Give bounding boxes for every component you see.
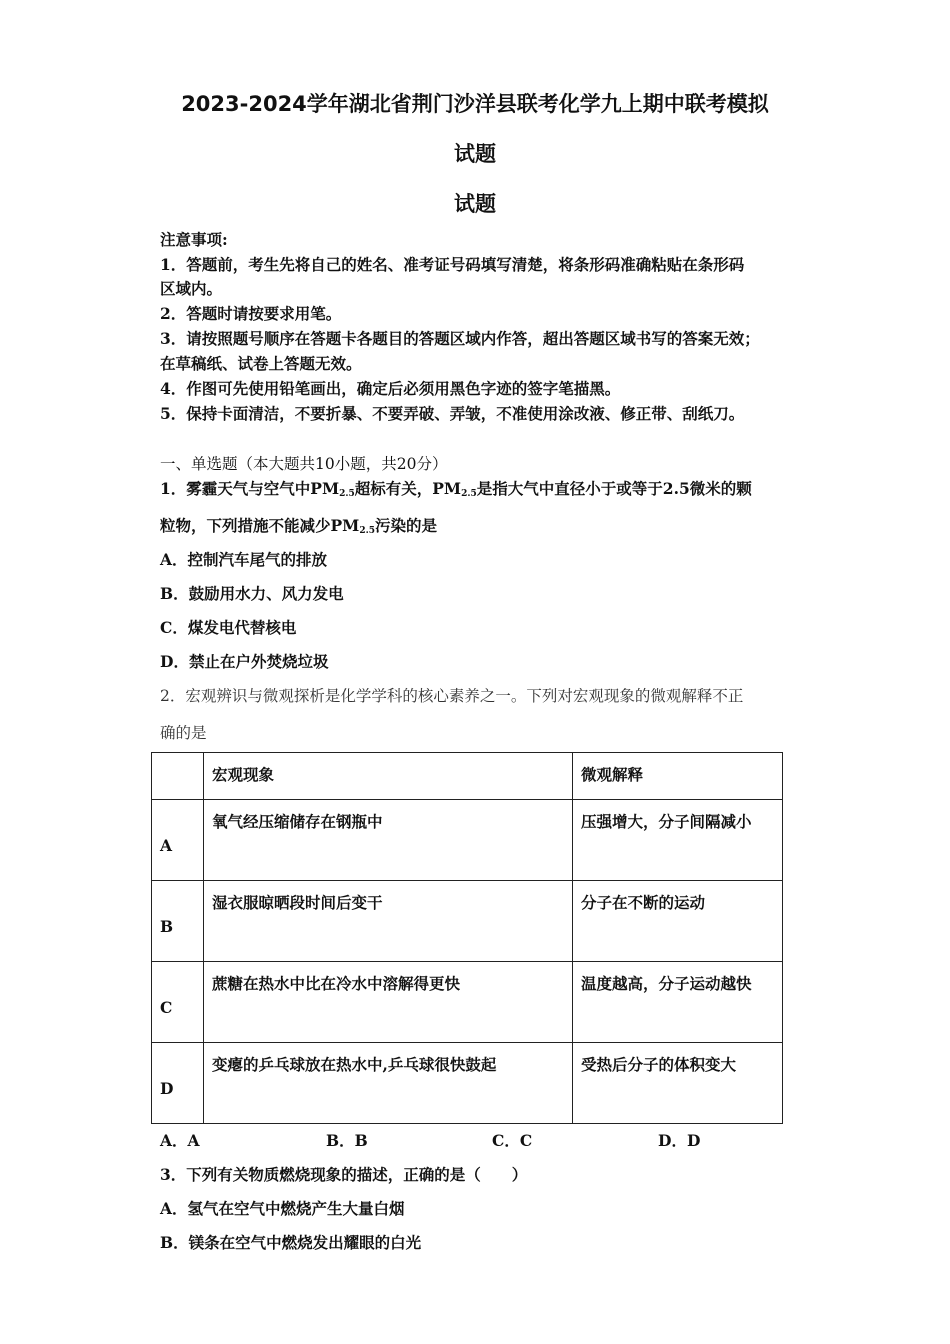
table-cell: 变瘪的乒乓球放在热水中,乒乓球很快鼓起	[204, 1043, 573, 1124]
table-header-cell: 微观解释	[573, 753, 783, 800]
question-2-option[interactable]: B．B	[326, 1131, 368, 1150]
table-header-cell	[152, 753, 204, 800]
table-header-cell: 宏观现象	[204, 753, 573, 800]
question-3-option[interactable]: B．镁条在空气中燃烧发出耀眼的白光	[160, 1233, 422, 1252]
notice-item: 4．作图可先使用铅笔画出，确定后必须用黑色字迹的签字笔描黑。	[160, 379, 621, 398]
table-cell: 湿衣服晾晒段时间后变干	[204, 881, 573, 962]
title-line-2: 试题	[454, 142, 496, 166]
title-line-3: 试题	[454, 192, 496, 216]
notice-heading: 注意事项:	[160, 230, 228, 249]
question-1-option[interactable]: A．控制汽车尾气的排放	[160, 550, 328, 569]
question-2-option[interactable]: A．A	[160, 1131, 200, 1150]
question-2-option[interactable]: D．D	[658, 1131, 701, 1150]
table-row	[152, 1043, 783, 1124]
notice-item: 5．保持卡面清洁，不要折暴、不要弄破、弄皱，不准使用涂改液、修正带、刮纸刀。	[160, 404, 745, 423]
table-cell: 温度越高，分子运动越快	[573, 962, 783, 1043]
title-line-1: 2023-2024学年湖北省荆门沙洋县联考化学九上期中联考模拟	[181, 92, 769, 116]
question-1-stem-line-1: 1．雾霾天气与空气中$PM_{2.5}$超标有关，$PM_{2.5}$是指大气中直径小于或等于2.5微米的颗	[160, 479, 752, 499]
notice-item: 在草稿纸、试卷上答题无效。	[160, 354, 362, 373]
question-2-stem-line-2: 确的是	[160, 724, 207, 742]
table-cell-label: D	[152, 1043, 204, 1124]
table-cell: 氧气经压缩储存在钢瓶中	[204, 800, 573, 881]
question-3-stem: 3．下列有关物质燃烧现象的描述，正确的是（ ）	[160, 1165, 528, 1184]
table-cell: 蔗糖在热水中比在冷水中溶解得更快	[204, 962, 573, 1043]
notice-item: 1．答题前，考生先将自己的姓名、准考证号码填写清楚，将条形码准确粘贴在条形码	[160, 255, 745, 274]
table-row	[152, 962, 783, 1043]
notice-item: 3．请按照题号顺序在答题卡各题目的答题区域内作答，超出答题区域书写的答案无效；	[160, 329, 760, 348]
section-heading: 一、单选题（本大题共10小题，共20分）	[160, 455, 448, 473]
notice-item: 区域内。	[160, 279, 223, 298]
question-3-option[interactable]: A．氢气在空气中燃烧产生大量白烟	[160, 1199, 405, 1218]
table-cell-label: B	[152, 881, 204, 962]
table-cell: 分子在不断的运动	[573, 881, 783, 962]
table-cell-label: A	[152, 800, 204, 881]
table-cell: 压强增大，分子间隔减小	[573, 800, 783, 881]
question-1-option[interactable]: B．鼓励用水力、风力发电	[160, 584, 344, 603]
question-2-option[interactable]: C．C	[492, 1131, 533, 1150]
question-2-stem-line-1: 2．宏观辨识与微观探析是化学学科的核心素养之一。下列对宏观现象的微观解释不正	[160, 687, 744, 705]
notice-item: 2．答题时请按要求用笔。	[160, 304, 342, 323]
question-1-option[interactable]: D．禁止在户外焚烧垃圾	[160, 652, 329, 671]
table-cell: 受热后分子的体积变大	[573, 1043, 783, 1124]
question-2-table	[151, 752, 783, 1124]
table-cell-label: C	[152, 962, 204, 1043]
table-row	[152, 800, 783, 881]
table-row	[152, 881, 783, 962]
question-2-options	[160, 1129, 824, 1151]
question-1-option[interactable]: C．煤发电代替核电	[160, 618, 297, 637]
table-header-row	[152, 753, 783, 800]
question-1-stem-line-2: 粒物，下列措施不能减少$PM_{2.5}$污染的是	[160, 516, 438, 536]
